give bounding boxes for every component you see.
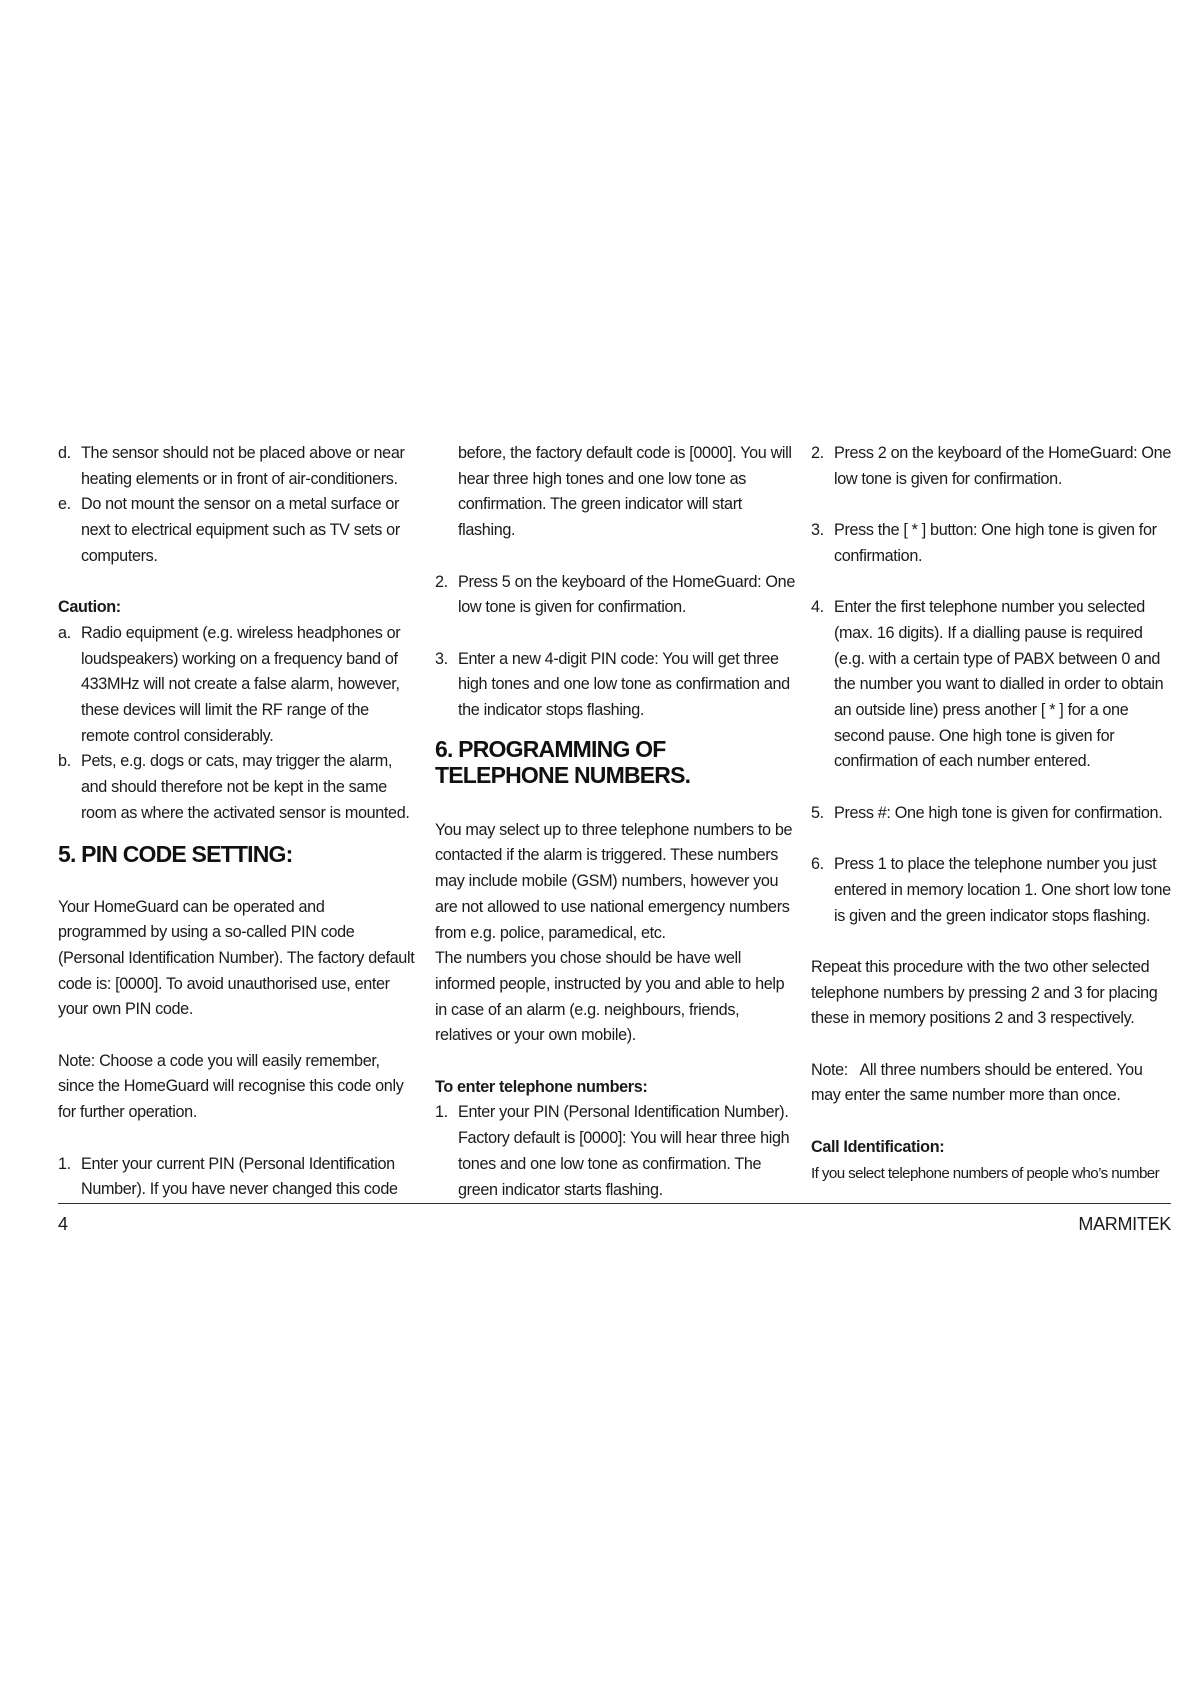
page-number: 4 bbox=[58, 1214, 69, 1234]
tel-step-5 bbox=[811, 801, 1171, 827]
list-marker: b. bbox=[58, 752, 71, 771]
list-text: Enter a new 4-digit PIN code: You will get three high tones and one low tone as confirmation and the indicator stops flashing. bbox=[458, 649, 790, 719]
list-text: Do not mount the sensor on a metal surface or next to electrical equipment such as TV sets or computers. bbox=[81, 495, 400, 565]
list-marker: 5. bbox=[811, 803, 824, 822]
list-text: Press 2 on the keyboard of the HomeGuard: One low tone is given for confirmation. bbox=[834, 444, 1171, 488]
enter-numbers-heading: To enter telephone numbers: bbox=[435, 1077, 648, 1096]
list-text: Press #: One high tone is given for confirmation. bbox=[834, 803, 1163, 822]
list-text: Press 5 on the keyboard of the HomeGuard: One low tone is given for confirmation. bbox=[458, 572, 795, 617]
section-5-intro: Your HomeGuard can be operated and programmed by using a so-called PIN code (Personal Identification Number). The factory default code is: [0000]. To avoid unauthorised use, enter your own PIN code. bbox=[58, 897, 415, 1019]
section-5-title: 5. PIN CODE SETTING: bbox=[58, 840, 293, 867]
section-6-paragraph-1: You may select up to three telephone numbers to be contacted if the alarm is triggered. These numbers may include mobile (GSM) numbers, however you are not allowed to use national emergency numbers from e.g. police, paramedical, etc. bbox=[435, 820, 793, 942]
section-6-title-line-1: 6. PROGRAMMING OF bbox=[435, 735, 666, 762]
call-identification-text: If you select telephone numbers of people who’s number bbox=[811, 1164, 1160, 1182]
tel-step-1 bbox=[435, 1100, 797, 1203]
list-text: Press the [ * ] button: One high tone is given for confirmation. bbox=[834, 521, 1157, 565]
section-5-note: Note: Choose a code you will easily remember, since the HomeGuard will recognise this code only for further operation. bbox=[58, 1051, 404, 1122]
list-marker: a. bbox=[58, 623, 71, 642]
pin-step-1 bbox=[58, 1152, 416, 1203]
list-item-d bbox=[58, 441, 416, 492]
list-marker: 3. bbox=[811, 521, 824, 540]
brand-name: MARMITEK bbox=[1078, 1214, 1171, 1234]
list-text: Press 1 to place the telephone number you just entered in memory location 1. One short low tone is given and the green indicator stops flashing. bbox=[834, 855, 1171, 925]
pin-step-1-continued: before, the factory default code is [0000]. You will hear three high tones and one low tone as confirmation. The green indicator will start flashing. bbox=[458, 444, 792, 540]
column-middle bbox=[435, 441, 797, 1203]
caution-item-a bbox=[58, 621, 416, 750]
section-6-title-line-2: TELEPHONE NUMBERS. bbox=[435, 761, 691, 788]
tel-step-3 bbox=[811, 518, 1171, 569]
section-6-title bbox=[435, 736, 797, 788]
list-marker: d. bbox=[58, 444, 71, 462]
list-text: Enter your current PIN (Personal Identification Number). If you have never changed this code bbox=[81, 1154, 398, 1199]
caution-item-b bbox=[58, 749, 416, 826]
list-marker: 2. bbox=[811, 444, 824, 462]
list-marker: e. bbox=[58, 495, 71, 514]
list-marker: 4. bbox=[811, 598, 824, 617]
list-marker: 1. bbox=[58, 1154, 71, 1173]
section-6-paragraph-2: The numbers you chose should be have well informed people, instructed by you and able to help in case of an alarm (e.g. neighbours, friends, relatives or your own mobile). bbox=[435, 949, 785, 1045]
pin-step-3 bbox=[435, 647, 797, 724]
column-right bbox=[811, 441, 1171, 1186]
list-text: Pets, e.g. dogs or cats, may trigger the alarm, and should therefore not be kept in the same room as where the activated sensor is mounted. bbox=[81, 752, 410, 822]
pin-step-2 bbox=[435, 570, 797, 621]
list-text: Enter your PIN (Personal Identification Number). Factory default is [0000]: You will hear three high tones and one low tone as confirmation. The green indicator starts flashing. bbox=[458, 1103, 790, 1199]
list-text: Radio equipment (e.g. wireless headphones or loudspeakers) working on a frequency band of 433MHz will not create a false alarm, however, these devices will limit the RF range of the remote control considerably. bbox=[81, 623, 401, 745]
tel-step-4 bbox=[811, 595, 1171, 775]
column-left bbox=[58, 441, 416, 1203]
repeat-paragraph: Repeat this procedure with the two other selected telephone numbers by pressing 2 and 3 for placing these in memory positions 2 and 3 respectively. bbox=[811, 957, 1158, 1028]
call-identification-heading: Call Identification: bbox=[811, 1137, 945, 1156]
footer-divider bbox=[58, 1203, 1171, 1204]
list-marker: 3. bbox=[435, 649, 448, 668]
note-paragraph: Note: All three numbers should be entered. You may enter the same number more than once. bbox=[811, 1060, 1147, 1105]
list-marker: 1. bbox=[435, 1103, 448, 1122]
list-marker: 6. bbox=[811, 855, 824, 874]
list-item-e bbox=[58, 492, 416, 569]
list-text: The sensor should not be placed above or near heating elements or in front of air-conditioners. bbox=[81, 444, 405, 488]
list-marker: 2. bbox=[435, 572, 448, 591]
caution-heading: Caution: bbox=[58, 598, 121, 617]
tel-step-2 bbox=[811, 441, 1171, 492]
list-text: Enter the first telephone number you selected (max. 16 digits). If a dialling pause is required (e.g. with a certain type of PABX between 0 and the number you want to dialled in order to obtain an outside line) press another [ * ] for a one second pause. One high tone is given for confirmation of each number entered. bbox=[834, 598, 1164, 771]
tel-step-6 bbox=[811, 852, 1171, 929]
